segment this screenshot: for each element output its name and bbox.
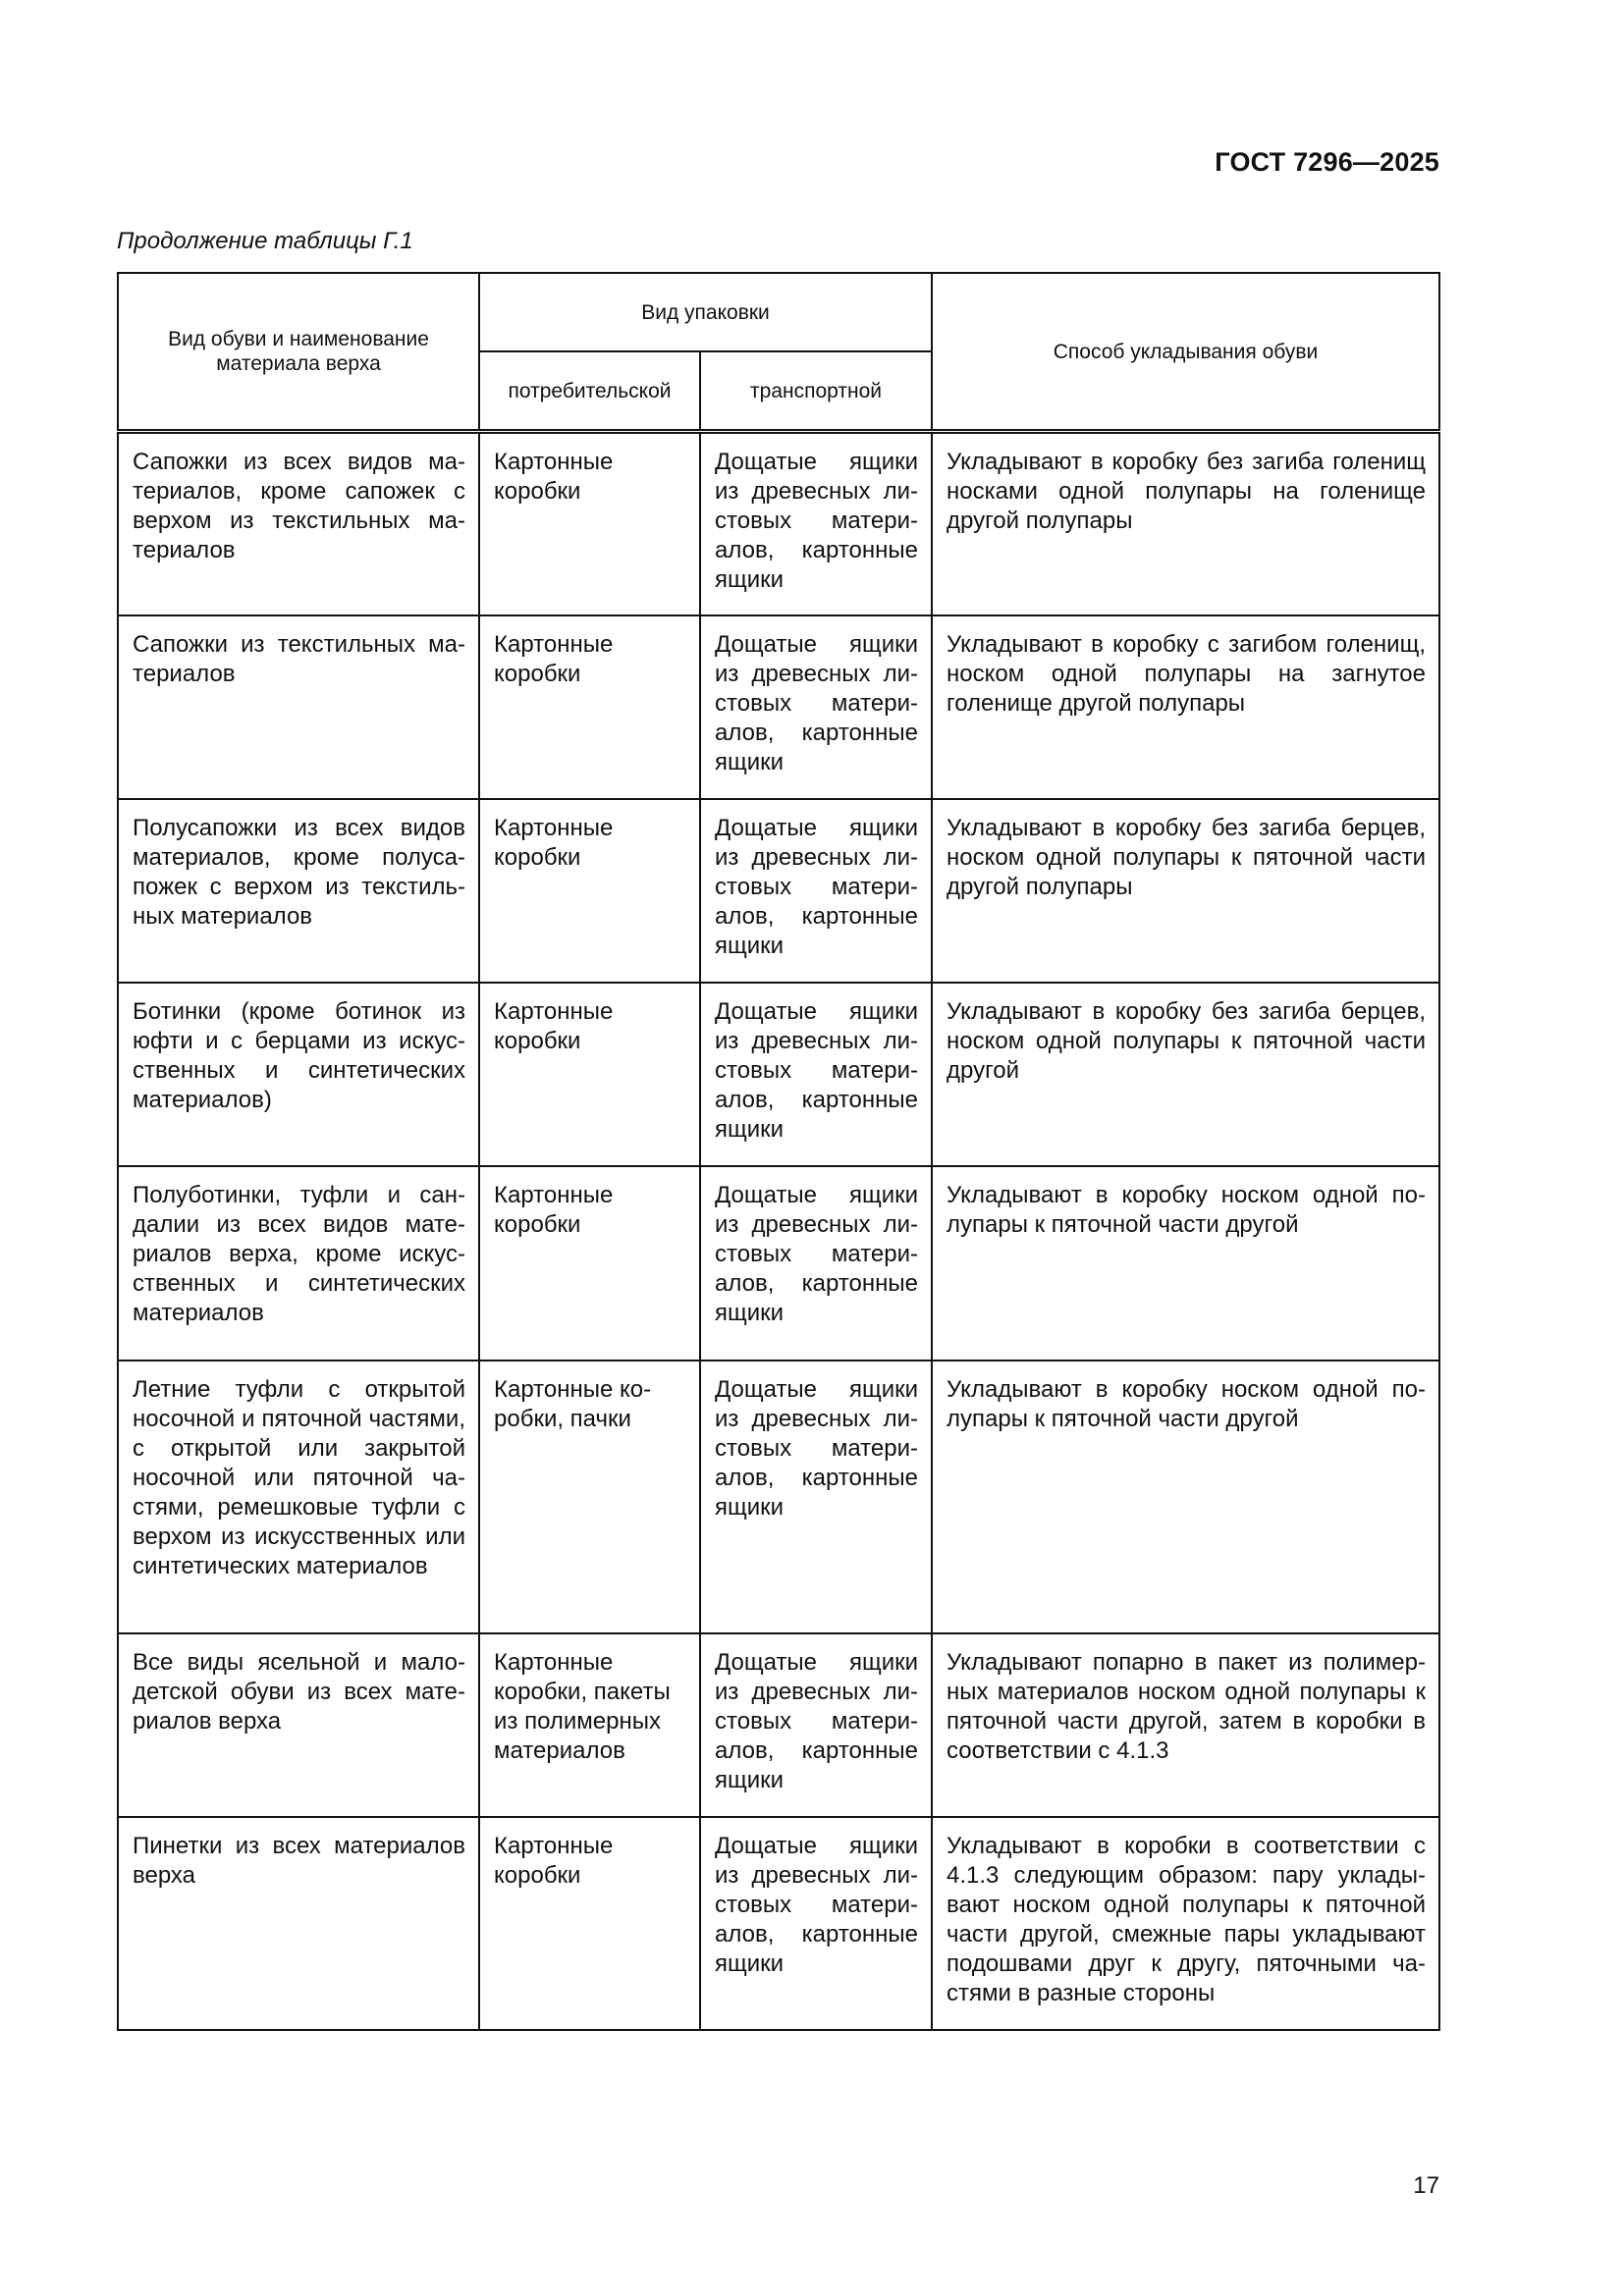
cell-packing-method: Укладывают в коробку носком одной полупары к пяточной части другой: [932, 1361, 1439, 1633]
cell-shoe-type: Полусапожки из всех видов материалов, кроме полусапожек с верхом из текстильных материалов: [118, 799, 479, 983]
cell-shoe-type: Сапожки из текстильных материалов: [118, 615, 479, 799]
cell-shoe-type: Сапожки из всех видов материалов, кроме сапожек с верхом из текстильных материалов: [118, 432, 479, 615]
cell-transport-packaging: Дощатые ящики из древесных листовых материалов, картонные ящики: [700, 615, 932, 799]
cell-shoe-type: Ботинки (кроме ботинок из юфти и с берцами из искусственных и синтетических материалов): [118, 983, 479, 1166]
header-consumer: потребительской: [479, 351, 700, 432]
cell-consumer-packaging: Картонные коробки, пакеты из полимерных материалов: [479, 1633, 700, 1817]
cell-transport-packaging: Дощатые ящики из древесных листовых материалов, картонные ящики: [700, 1817, 932, 2030]
table-row: [118, 799, 1439, 983]
cell-shoe-type: Все виды ясельной и малодетской обуви из всех материалов верха: [118, 1633, 479, 1817]
header-packing-method: Способ укладывания обуви: [932, 273, 1439, 432]
cell-shoe-type: Летние туфли с открытой носочной и пяточной частями, с открытой или закрытой носочной или пяточной частями, ремешковые туфли с верхом из искусственных или синтетических материалов: [118, 1361, 479, 1633]
table-row: [118, 983, 1439, 1166]
cell-shoe-type: Пинетки из всех материалов верха: [118, 1817, 479, 2030]
cell-consumer-packaging: Картонные коробки: [479, 1817, 700, 2030]
packaging-table: [117, 272, 1440, 2031]
cell-packing-method: Укладывают в коробку носком одной полупары к пяточной части другой: [932, 1166, 1439, 1361]
cell-packing-method: Укладывают попарно в пакет из полимерных материалов носком одной полупары к пяточной части другой, затем в коробки в соответствии с 4.1.3: [932, 1633, 1439, 1817]
cell-consumer-packaging: Картонные коробки: [479, 615, 700, 799]
table-row: [118, 615, 1439, 799]
cell-transport-packaging: Дощатые ящики из древесных листовых материалов, картонные ящики: [700, 799, 932, 983]
cell-consumer-packaging: Картонные коробки: [479, 1166, 700, 1361]
header-transport: транспортной: [700, 351, 932, 432]
header-shoe-type: Вид обуви и наименование материала верха: [118, 273, 479, 432]
table-row: [118, 432, 1439, 615]
page-number: 17: [1413, 2172, 1439, 2199]
cell-consumer-packaging: Картонные коробки: [479, 432, 700, 615]
cell-transport-packaging: Дощатые ящики из древесных листовых материалов, картонные ящики: [700, 1361, 932, 1633]
cell-packing-method: Укладывают в коробки в соответствии с 4.1.3 следующим образом: пару укладывают носком одной полупары к пяточной части другой, смежные пары укладывают подошвами друг к другу, пяточными частями в разные стороны: [932, 1817, 1439, 2030]
table-row: [118, 1817, 1439, 2030]
cell-transport-packaging: Дощатые ящики из древесных листовых материалов, картонные ящики: [700, 1633, 932, 1817]
cell-consumer-packaging: Картонные коробки: [479, 983, 700, 1166]
table-row: [118, 1166, 1439, 1361]
cell-transport-packaging: Дощатые ящики из древесных листовых материалов, картонные ящики: [700, 432, 932, 615]
document-code: ГОСТ 7296—2025: [1215, 147, 1439, 177]
cell-packing-method: Укладывают в коробку без загиба голенищ носками одной полупары на голенище другой полупары: [932, 432, 1439, 615]
header-packaging-type: Вид упаковки: [479, 273, 932, 351]
cell-consumer-packaging: Картонные коробки, пачки: [479, 1361, 700, 1633]
cell-packing-method: Укладывают в коробку без загиба берцев, носком одной полупары к пяточной части другой: [932, 983, 1439, 1166]
cell-packing-method: Укладывают в коробку с загибом голенищ, носком одной полупары на загнутое голенище другой полупары: [932, 615, 1439, 799]
table-container: [117, 272, 1438, 2031]
table-row: [118, 1633, 1439, 1817]
cell-packing-method: Укладывают в коробку без загиба берцев, носком одной полупары к пяточной части другой полупары: [932, 799, 1439, 983]
cell-consumer-packaging: Картонные коробки: [479, 799, 700, 983]
cell-shoe-type: Полуботинки, туфли и сандалии из всех видов материалов верха, кроме искусственных и синтетических материалов: [118, 1166, 479, 1361]
cell-transport-packaging: Дощатые ящики из древесных листовых материалов, картонные ящики: [700, 1166, 932, 1361]
cell-transport-packaging: Дощатые ящики из древесных листовых материалов, картонные ящики: [700, 983, 932, 1166]
table-row: [118, 1361, 1439, 1633]
table-caption: Продолжение таблицы Г.1: [117, 228, 413, 254]
